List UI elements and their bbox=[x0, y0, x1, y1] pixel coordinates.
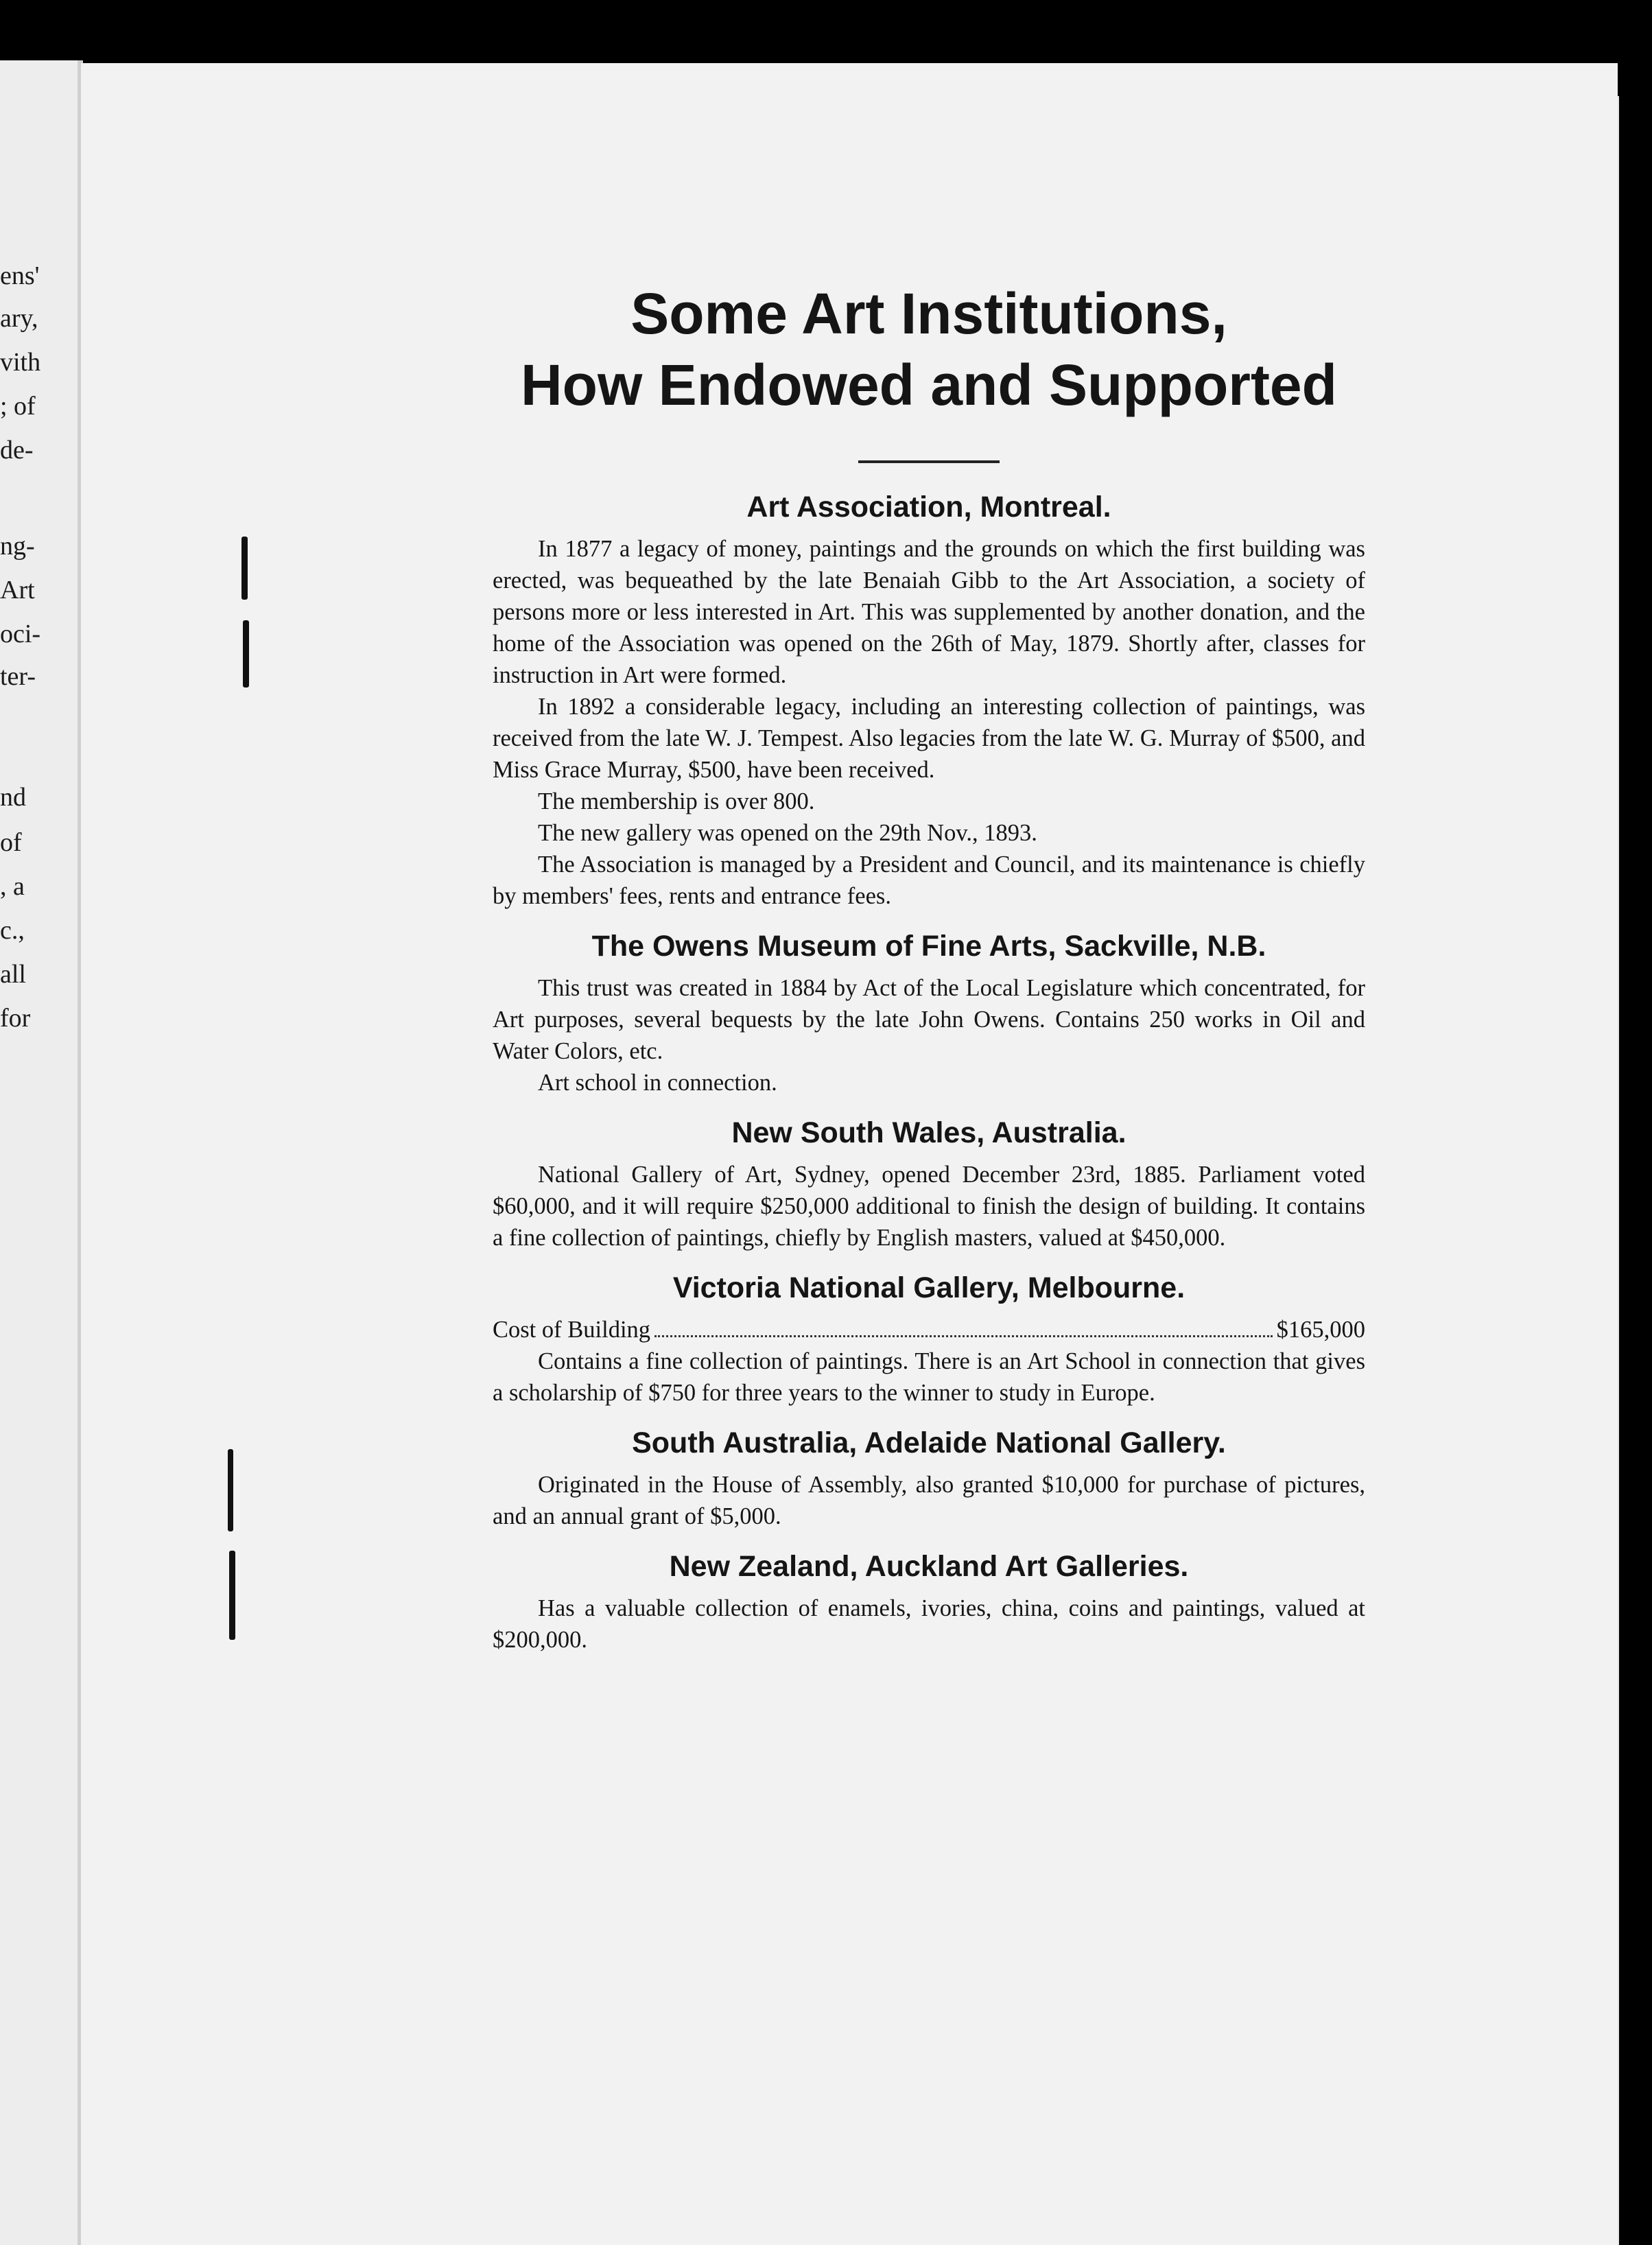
left-page-fragment: ary, bbox=[0, 304, 38, 333]
cost-line bbox=[493, 1314, 1365, 1345]
section-paragraph: In 1892 a considerable legacy, including an interesting collection of paintings, was received from the late W. J. Tempest. Also legacies from the late W. G. Murray of $500, and Miss Grace Murray, $500, have been received. bbox=[493, 694, 1365, 783]
staple-mark bbox=[229, 1551, 235, 1640]
left-page-fragment: vith bbox=[0, 348, 41, 377]
title-line-1: Some Art Institutions, bbox=[630, 281, 1227, 346]
page-title bbox=[493, 278, 1365, 421]
section-paragraph: National Gallery of Art, Sydney, opened December 23rd, 1885. Parliament voted $60,000, and it will require $250,000 additional to finish the design of building. It contains a fine collection of paintings, chiefly by English masters, valued at $450,000. bbox=[493, 1162, 1365, 1251]
section-paragraph: The membership is over 800. bbox=[538, 788, 815, 814]
section-heading: Art Association, Montreal. bbox=[746, 491, 1111, 524]
left-page-fragment: Art bbox=[0, 576, 35, 604]
title-line-2: How Endowed and Supported bbox=[521, 353, 1337, 417]
left-page-fragment: c., bbox=[0, 916, 25, 945]
section-montreal bbox=[493, 488, 1365, 912]
section-victoria bbox=[493, 1269, 1365, 1409]
section-heading: South Australia, Adelaide National Gallery. bbox=[632, 1426, 1226, 1459]
staple-mark bbox=[228, 1449, 233, 1531]
section-paragraph: The Association is managed by a President and Council, and its maintenance is chiefly by members' fees, rents and entrance fees. bbox=[493, 851, 1365, 909]
left-page-fragment: ter- bbox=[0, 662, 36, 691]
section-heading: Victoria National Gallery, Melbourne. bbox=[672, 1271, 1185, 1304]
cost-value: $165,000 bbox=[1276, 1317, 1365, 1343]
section-paragraph: Originated in the House of Assembly, also granted $10,000 for purchase of pictures, and an annual grant of $5,000. bbox=[493, 1472, 1365, 1529]
staple-mark bbox=[243, 620, 249, 687]
section-paragraph: This trust was created in 1884 by Act of the Local Legislature which concentrated, for Art purposes, several bequests by the late John Owens. Contains 250 works in Oil and Water Colors, etc. bbox=[493, 975, 1365, 1064]
left-page-fragment: ng- bbox=[0, 532, 35, 561]
section-new-south-wales bbox=[493, 1114, 1365, 1254]
left-page-fragment: all bbox=[0, 960, 26, 989]
section-heading: New Zealand, Auckland Art Galleries. bbox=[669, 1550, 1189, 1583]
section-paragraph: Contains a fine collection of paintings. There is an Art School in connection that gives a scholarship of $750 for three years to the winner to study in Europe. bbox=[493, 1348, 1365, 1406]
article bbox=[493, 278, 1365, 1671]
section-paragraph: Has a valuable collection of enamels, ivories, china, coins and paintings, valued at $200,000. bbox=[493, 1595, 1365, 1653]
left-page-fragment: for bbox=[0, 1004, 31, 1033]
left-page-fragment: ; of bbox=[0, 392, 36, 421]
left-page-fragment: ens' bbox=[0, 261, 40, 290]
left-facing-page bbox=[0, 60, 81, 2245]
section-adelaide bbox=[493, 1424, 1365, 1532]
staple-mark bbox=[241, 537, 248, 600]
section-auckland bbox=[493, 1547, 1365, 1656]
left-page-fragment: nd bbox=[0, 783, 26, 812]
left-page-fragment: , a bbox=[0, 872, 25, 901]
section-paragraph: The new gallery was opened on the 29th Nov., 1893. bbox=[538, 820, 1037, 846]
dot-leader bbox=[654, 1335, 1273, 1337]
left-page-fragment: oci- bbox=[0, 620, 41, 648]
title-divider bbox=[858, 460, 1000, 463]
section-heading: The Owens Museum of Fine Arts, Sackville, N.B. bbox=[591, 930, 1266, 963]
section-heading: New South Wales, Australia. bbox=[731, 1116, 1126, 1149]
section-paragraph: Art school in connection. bbox=[538, 1070, 777, 1096]
left-page-fragment: of bbox=[0, 828, 22, 857]
cost-label: Cost of Building bbox=[493, 1317, 651, 1343]
section-paragraph: In 1877 a legacy of money, paintings and the grounds on which the first building was erected, was bequeathed by the late Benaiah Gibb to the Art Association, a society of persons more or less interested in Art. This was supplemented by another donation, and the home of the Association was opened on the 26th of May, 1879. Shortly after, classes for instruction in Art were formed. bbox=[493, 536, 1365, 688]
left-page-fragment: de- bbox=[0, 436, 34, 465]
section-owens-museum bbox=[493, 927, 1365, 1098]
